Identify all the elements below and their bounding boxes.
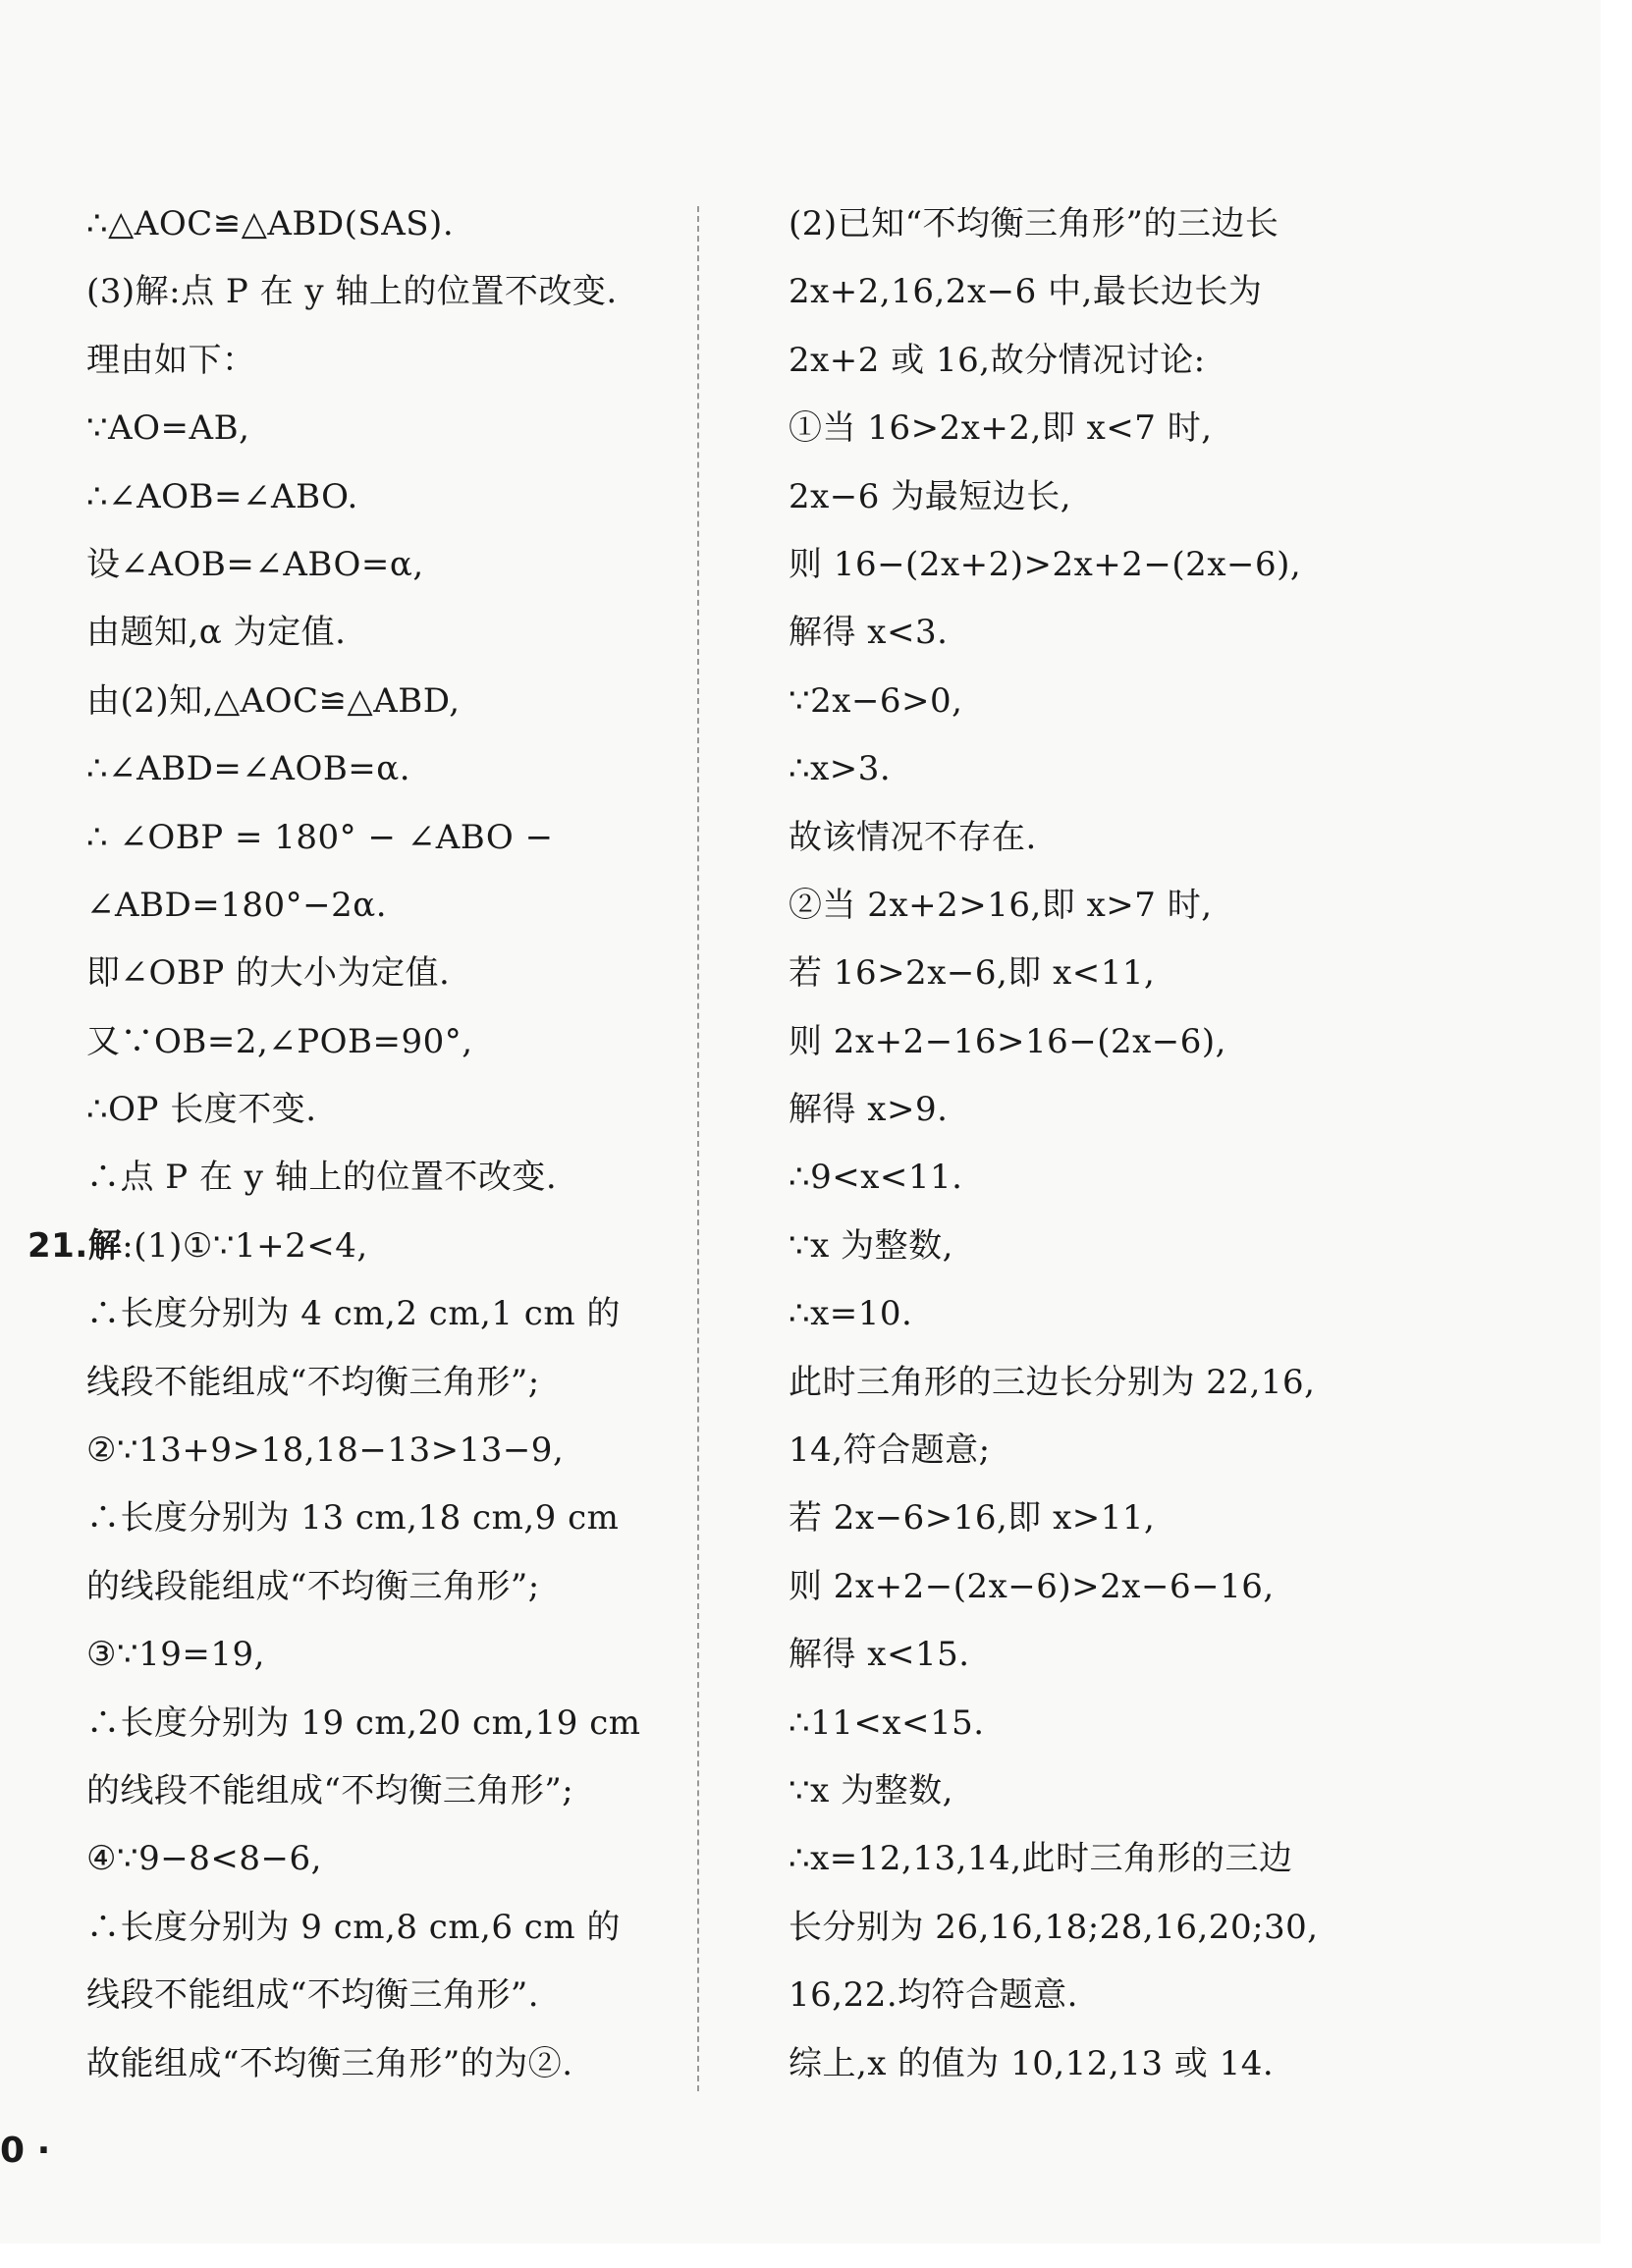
page-number-mark: 0 · — [0, 2131, 51, 2171]
text-line: ∴点 P 在 y 轴上的位置不改变. — [86, 1158, 558, 1198]
text-line: 2x+2,16,2x−6 中,最长边长为 — [789, 272, 1263, 312]
text-line: 的线段能组成“不均衡三角形”; — [86, 1566, 540, 1606]
text-line: ∴x>3. — [789, 749, 892, 789]
text-line: ∴∠AOB=∠ABO. — [86, 476, 358, 516]
question-21-heading — [27, 1213, 676, 1280]
text-line: 解得 x<3. — [789, 613, 949, 653]
text-line: ∴x=12,13,14,此时三角形的三边 — [789, 1839, 1293, 1879]
text-line: (2)已知“不均衡三角形”的三边长 — [789, 204, 1279, 243]
text-line: 14,符合题意; — [789, 1431, 991, 1471]
text-line: ∴x=10. — [789, 1294, 913, 1334]
text-line: 解得 x>9. — [789, 1090, 949, 1130]
text-line: ∴长度分别为 4 cm,2 cm,1 cm 的 — [86, 1294, 621, 1334]
text-line: ∵x 为整数, — [789, 1770, 953, 1810]
text-line: 线段不能组成“不均衡三角形”. — [86, 1975, 540, 2016]
text-line: 则 16−(2x+2)>2x+2−(2x−6), — [789, 544, 1302, 584]
text-line: 由(2)知,△AOC≌△ABD, — [86, 680, 461, 721]
text-line: 故能组成“不均衡三角形”的为②. — [86, 2043, 573, 2083]
text-line: 线段不能组成“不均衡三角形”; — [86, 1362, 540, 1402]
text-line: 则 2x+2−(2x−6)>2x−6−16, — [789, 1566, 1275, 1606]
text-line: 16,22.均符合题意. — [789, 1975, 1078, 2016]
text-line: ∴长度分别为 9 cm,8 cm,6 cm 的 — [86, 1907, 621, 1947]
text-line: ③∵19=19, — [86, 1635, 265, 1675]
text-line: (3)解:点 P 在 y 轴上的位置不改变. — [86, 272, 618, 312]
text-line: 又∵OB=2,∠POB=90°, — [86, 1021, 473, 1061]
text-line: :(1)①∵1+2<4, — [122, 1225, 368, 1266]
text-line: ∵AO=AB, — [86, 408, 250, 449]
text-line: 长分别为 26,16,18;28,16,20;30, — [789, 1907, 1319, 1947]
question-number: 21. — [27, 1225, 88, 1266]
left-column — [27, 190, 676, 2098]
text-line: ∴长度分别为 19 cm,20 cm,19 cm — [86, 1702, 641, 1743]
text-line: 2x−6 为最短边长, — [789, 476, 1072, 516]
text-line: ∴11<x<15. — [789, 1702, 985, 1743]
text-line: ∴∠ABD=∠AOB=α. — [86, 749, 411, 789]
text-line: ∵2x−6>0, — [789, 680, 963, 721]
solution-label: 解 — [87, 1225, 123, 1266]
text-line: ④∵9−8<8−6, — [86, 1839, 322, 1879]
text-line: 理由如下： — [86, 340, 256, 380]
text-line: ∴OP 长度不变. — [86, 1090, 317, 1130]
text-line: 的线段不能组成“不均衡三角形”; — [86, 1770, 574, 1810]
text-line: ∠ABD=180°−2α. — [86, 885, 388, 925]
text-line: 2x+2 或 16,故分情况讨论: — [789, 340, 1206, 380]
text-line: 综上,x 的值为 10,12,13 或 14. — [789, 2043, 1275, 2083]
text-line: 此时三角形的三边长分别为 22,16, — [789, 1362, 1316, 1402]
text-line: 若 2x−6>16,即 x>11, — [789, 1498, 1156, 1539]
text-line: 设∠AOB=∠ABO=α, — [86, 544, 424, 584]
text-line: ∵x 为整数, — [789, 1225, 953, 1266]
text-line: 解得 x<15. — [789, 1635, 970, 1675]
text-line: ∴△AOC≌△ABD(SAS). — [86, 204, 455, 243]
text-line: 故该情况不存在. — [789, 817, 1037, 857]
right-column — [789, 190, 1397, 2098]
text-line: ∴ ∠OBP = 180° − ∠ABO − — [86, 817, 554, 857]
text-line: ①当 16>2x+2,即 x<7 时, — [789, 408, 1213, 449]
text-line: ∴9<x<11. — [789, 1158, 963, 1198]
text-line: ∴长度分别为 13 cm,18 cm,9 cm — [86, 1498, 620, 1539]
text-line: ②当 2x+2>16,即 x>7 时, — [789, 885, 1213, 925]
text-line: 若 16>2x−6,即 x<11, — [789, 953, 1156, 994]
text-line: 则 2x+2−16>16−(2x−6), — [789, 1021, 1226, 1061]
text-line: 即∠OBP 的大小为定值. — [86, 953, 451, 994]
text-line: ②∵13+9>18,18−13>13−9, — [86, 1431, 565, 1471]
column-divider — [697, 206, 699, 2091]
text-line: 由题知,α 为定值. — [86, 613, 347, 653]
